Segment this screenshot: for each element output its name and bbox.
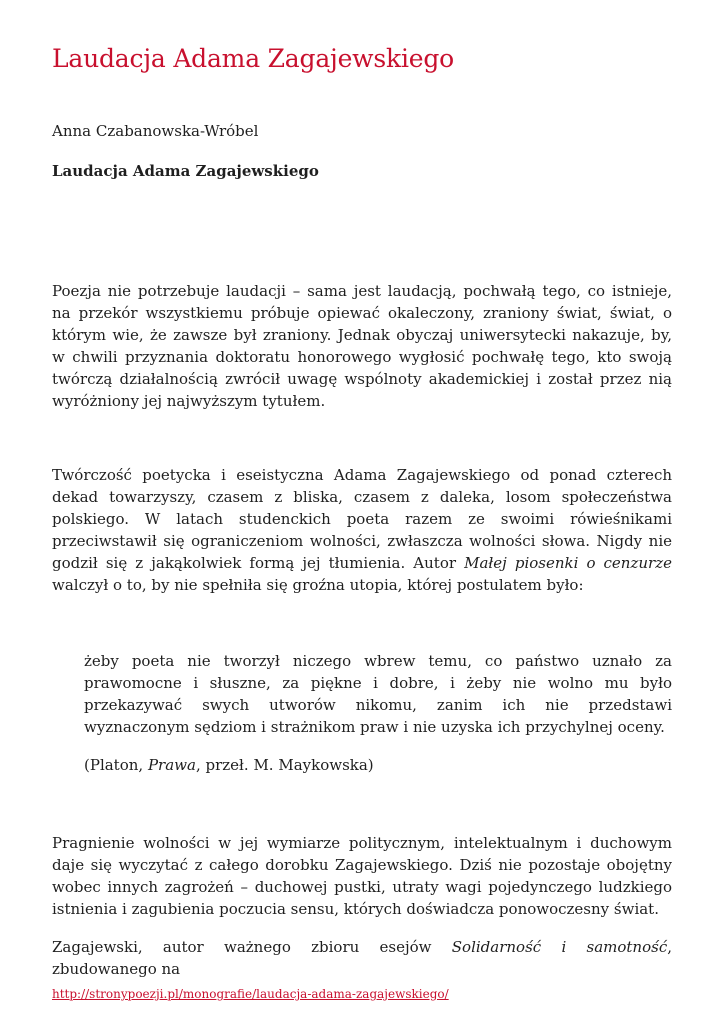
paragraph-4-text-end: , zbudowanego na xyxy=(52,938,673,978)
paragraph-2 xyxy=(52,464,672,596)
paragraph-4 xyxy=(52,936,672,980)
citation-start: (Platon, xyxy=(84,756,148,774)
paragraph-2-text-end: walczył o to, by nie spełniła się groźna utopia, której postulatem było: xyxy=(52,576,584,594)
paragraph-3: Pragnienie wolności w jej wymiarze politycznym, intelektualnym i duchowym daje się wyczytać z całego dorobku Zagajewskiego. Dziś nie pozostaje obojętny wobec innych zagrożeń – duchowej pustki, utraty wagi pojedynczego ludzkiego istnienia i zagubienia poczucia sensu, których doświadcza ponowoczesny świat. xyxy=(52,834,672,918)
paragraph-2-text-start: Twórczość poetycka i eseistyczna Adama Zagajewskiego od ponad czterech dekad towarzyszy, czasem z bliska, czasem z daleka, losom społeczeństwa polskiego. W latach studenckich poeta razem ze swoimi rówieśnikami przeciwstawił się ograniczeniom wolności, zwłaszcza wolności słowa. Nigdy nie godził się z jakąkolwiek formą jej tłumienia. Autor xyxy=(52,466,672,572)
block-quote: żeby poeta nie tworzył niczego wbrew temu, co państwo uznało za prawomocne i słuszne, za piękne i dobre, i żeby nie wolno mu było przekazywać swych utworów nikomu, zanim ich nie przedstawi wyznaczonym sędziom i strażnikom praw i nie uzyska ich przychylnej oceny. xyxy=(84,652,672,736)
citation-work-title: Prawa xyxy=(147,756,196,774)
page-title: Laudacja Adama Zagajewskiego xyxy=(52,44,454,73)
paragraph-1: Poezja nie potrzebuje laudacji – sama jest laudacją, pochwałą tego, co istnieje, na przekór wszystkiemu próbuje opiewać okaleczony, zraniony świat, świat, o którym wie, że zawsze był zraniony. Jednak obyczaj uniwersytecki nakazuje, by, w chwili przyznania doktoratu honorowego wygłosić pochwałę tego, kto swoją twórczą działalnością zwrócił uwagę wspólnoty akademickiej i został przez nią wyróżniony jej najwyższym tytułem. xyxy=(52,282,672,410)
paragraph-4-text-start: Zagajewski, autor ważnego zbioru esejów xyxy=(52,938,452,956)
citation-end: , przeł. M. Maykowska) xyxy=(195,756,374,774)
author-name: Anna Czabanowska-Wróbel xyxy=(52,122,259,140)
essay-collection-title: Solidarność i samotność xyxy=(451,938,668,956)
quote-citation xyxy=(84,754,374,776)
source-url-link[interactable]: http://stronypoezji.pl/monografie/laudacja-adama-zagajewskiego/ xyxy=(52,987,449,1001)
article-subtitle: Laudacja Adama Zagajewskiego xyxy=(52,162,319,180)
poem-title: Małej piosenki o cenzurze xyxy=(464,554,672,572)
